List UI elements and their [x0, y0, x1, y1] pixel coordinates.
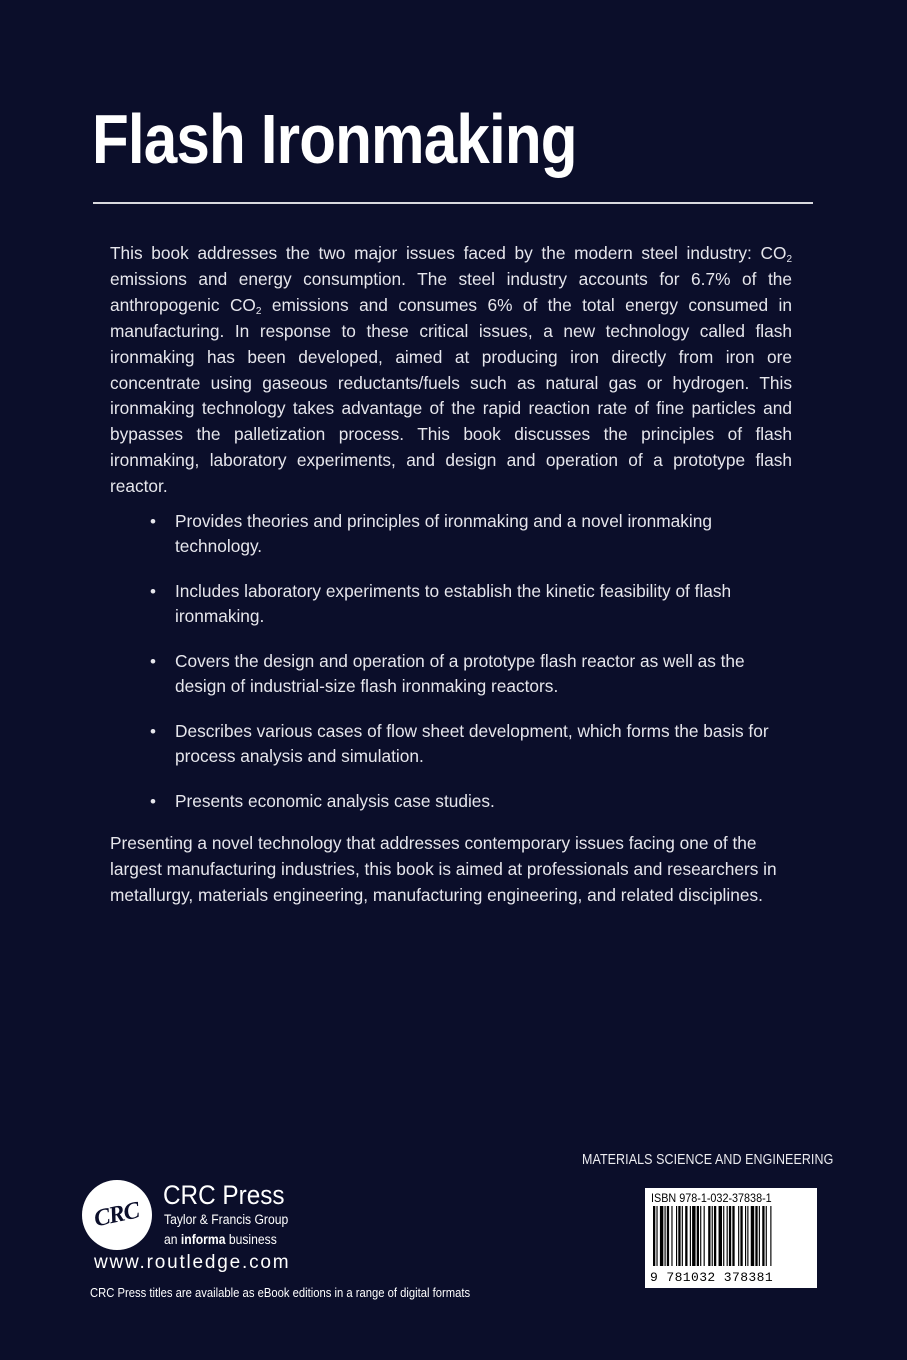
barcode-bar [653, 1206, 655, 1266]
barcode-bar [660, 1206, 663, 1266]
barcode-bar [745, 1206, 746, 1266]
bullet-icon: • [150, 582, 156, 601]
feature-text: Describes various cases of flow sheet development, which forms the basis for process analysis and simulation. [175, 721, 769, 766]
barcode-bar [692, 1206, 695, 1266]
feature-text: Presents economic analysis case studies. [175, 791, 495, 811]
description-part-3: emissions and consumes 6% of the total energy consumed in manufacturing. In response to these critical issues, a new technology called flash ironmaking has been developed, aimed at producing iron directly from iron ore concentrate using gaseous reductants/fuels such as natural gas or hydrogen. This ironmaking technology takes advantage of the rapid reaction rate of fine particles and bypasses the palletization process. This book discusses the principles of flash ironmaking, laboratory experiments, and design and operation of a prototype flash reactor. [110, 294, 792, 497]
feature-text: Includes laboratory experiments to establish the kinetic feasibility of flash ironmaking. [175, 581, 732, 626]
barcode-bar [712, 1206, 713, 1266]
subject-category: MATERIALS SCIENCE AND ENGINEERING [582, 1152, 834, 1168]
barcode-bar [714, 1206, 716, 1266]
closing-paragraph: Presenting a novel technology that addresses contemporary issues facing one of the largest manufacturing industries, this book is aimed at professionals and researchers in metallurgy, materials engineering, manufacturing engineering, and related disciplines. [110, 833, 777, 905]
barcode-bar [685, 1206, 687, 1266]
feature-list [150, 509, 790, 834]
bullet-icon: • [150, 512, 156, 531]
feature-item [150, 649, 790, 699]
co2-subscript: 2 [255, 305, 262, 317]
bullet-icon: • [150, 652, 156, 671]
barcode-bar [759, 1206, 760, 1266]
barcode-bars [645, 1206, 817, 1268]
feature-item [150, 789, 790, 814]
barcode-bar [667, 1206, 669, 1266]
barcode-bar [656, 1206, 657, 1266]
barcode-bar [751, 1206, 754, 1266]
description-part-2: emissions and energy consumption. The steel industry accounts for 6.7% of the anthropogenic CO [110, 268, 792, 315]
feature-text: Covers the design and operation of a prototype flash reactor as well as the design of industrial-size flash ironmaking reactors. [175, 651, 745, 696]
barcode-bar [676, 1206, 677, 1266]
barcode-bar [747, 1206, 748, 1266]
barcode-bar [671, 1206, 672, 1266]
barcode-bar [678, 1206, 680, 1266]
barcode-bar [700, 1206, 701, 1266]
barcode-bar [697, 1206, 699, 1266]
feature-item [150, 579, 790, 629]
bullet-icon: • [150, 792, 156, 811]
description-paragraph [110, 241, 792, 500]
co2-subscript: 2 [786, 254, 792, 265]
barcode-bar [762, 1206, 764, 1266]
barcode-bar [690, 1206, 691, 1266]
crc-logo-text: CRC [92, 1197, 142, 1232]
barcode-bar [738, 1206, 739, 1266]
title-divider [93, 202, 813, 204]
crc-logo [82, 1180, 152, 1250]
barcode-bar [729, 1206, 731, 1266]
barcode-bar [704, 1206, 705, 1266]
barcode-bar [682, 1206, 683, 1266]
barcode-bar [708, 1206, 710, 1266]
book-title: Flash Ironmaking [92, 100, 577, 178]
feature-text: Provides theories and principles of ironmaking and a novel ironmaking technology. [175, 511, 712, 556]
ebook-note: CRC Press titles are available as eBook editions in a range of digital formats [90, 1286, 471, 1300]
barcode-digits: 9 781032 378381 [650, 1270, 774, 1285]
feature-item [150, 719, 790, 769]
barcode-bar [755, 1206, 757, 1266]
barcode-bar [740, 1206, 742, 1266]
barcode-bar [665, 1206, 666, 1266]
description-part-1: This book addresses the two major issues faced by the modern steel industry: CO [110, 243, 787, 263]
publisher-group: Taylor & Francis Group [164, 1212, 289, 1227]
barcode-bar [727, 1206, 728, 1266]
publisher-name: CRC Press [163, 1180, 285, 1210]
isbn-label: ISBN 978-1-032-37838-1 [651, 1191, 772, 1205]
barcode-bar [732, 1206, 734, 1266]
feature-item [150, 509, 790, 559]
barcode-bar [770, 1206, 771, 1266]
barcode-bar [766, 1206, 767, 1266]
isbn-barcode [645, 1188, 817, 1288]
barcode-bar [723, 1206, 724, 1266]
barcode-bar [719, 1206, 722, 1266]
bullet-icon: • [150, 722, 156, 741]
publisher-business: an informa business [164, 1232, 277, 1247]
publisher-website[interactable]: www.routledge.com [94, 1252, 291, 1273]
